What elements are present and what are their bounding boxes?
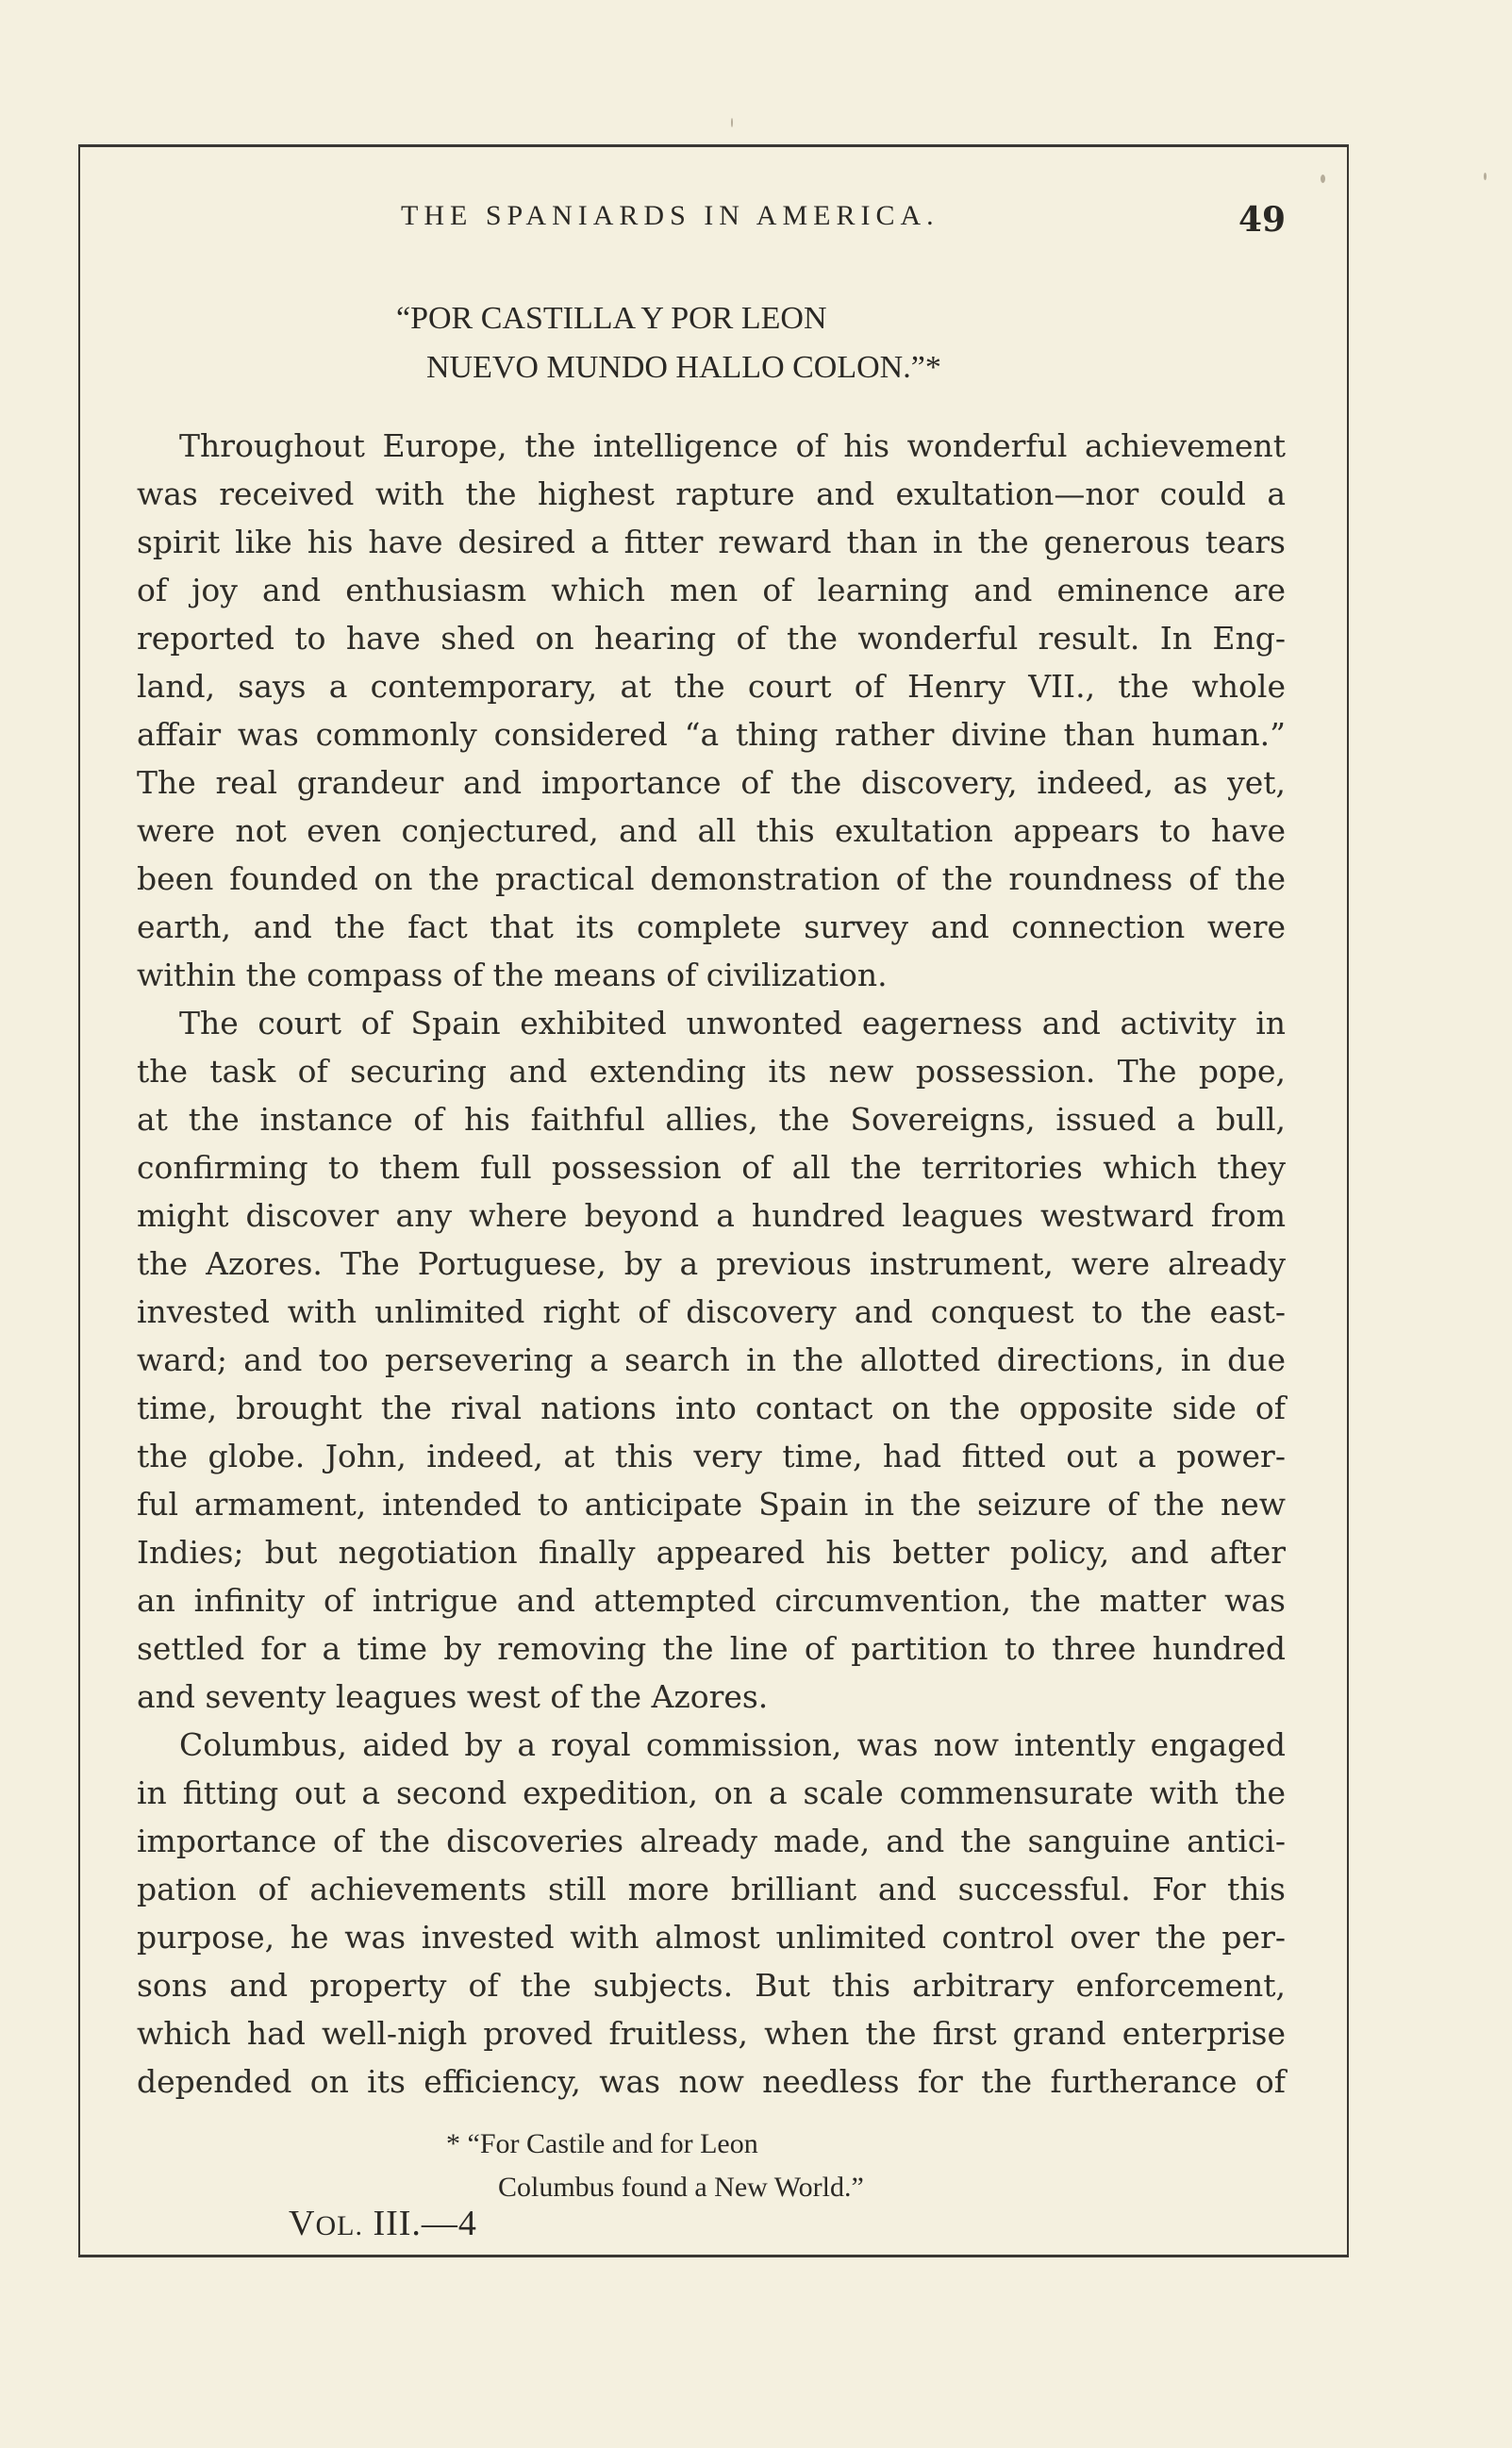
text-line: ward; and too persevering a search in the allotted directions, in due [137, 1341, 1286, 1378]
text-line: Throughout Europe, the intelligence of his wonderful achievement [179, 427, 1286, 464]
text-line: in fitting out a second expedition, on a scale commensurate with the [137, 1774, 1286, 1811]
text-line: land, says a contemporary, at the court of Henry VII., the whole [137, 668, 1286, 705]
signature-mark [289, 2203, 477, 2244]
text-line: The court of Spain exhibited unwonted eagerness and activity in [179, 1005, 1286, 1041]
text-line: were not even conjectured, and all this exultation appears to have [137, 812, 1286, 849]
text-line: spirit like his have desired a fitter reward than in the generous tears [137, 524, 1286, 560]
signature-vol-rest: OL. [315, 2210, 363, 2241]
text-line: purpose, he was invested with almost unlimited control over the per- [137, 1919, 1286, 1956]
paper-speck [1484, 173, 1487, 180]
text-line: and seventy leagues west of the Azores. [137, 1678, 769, 1715]
text-line: the globe. John, indeed, at this very time, had fitted out a power- [137, 1438, 1286, 1474]
text-line: at the instance of his faithful allies, the Sovereigns, issued a bull, [137, 1101, 1286, 1138]
signature-number: III.—4 [362, 2204, 477, 2243]
text-line: Indies; but negotiation finally appeared his better policy, and after [137, 1534, 1286, 1571]
text-line: invested with unlimited right of discovery and conquest to the east- [137, 1293, 1286, 1330]
text-line: was received with the highest rapture and exultation—nor could a [137, 475, 1286, 512]
paper-speck [1321, 175, 1325, 183]
epigraph-line-2: NUEVO MUNDO HALLO COLON.”* [426, 350, 941, 385]
text-line: the task of securing and extending its new possession. The pope, [137, 1053, 1286, 1090]
text-line: depended on its efficiency, was now needless for the furtherance of [137, 2063, 1286, 2100]
text-line: reported to have shed on hearing of the wonderful result. In Eng- [137, 620, 1286, 657]
text-line: within the compass of the means of civilization. [137, 957, 888, 993]
page-number: 49 [1238, 200, 1287, 240]
text-line: which had well-nigh proved fruitless, when the first grand enterprise [137, 2015, 1286, 2052]
paper-speck [731, 118, 733, 127]
running-head-title: THE SPANIARDS IN AMERICA. [401, 200, 939, 231]
text-line: time, brought the rival nations into contact on the opposite side of [137, 1390, 1286, 1426]
text-line: Columbus, aided by a royal commission, was now intently engaged [179, 1726, 1286, 1763]
text-line: been founded on the practical demonstration of the roundness of the [137, 860, 1286, 897]
signature-vol-initial: V [289, 2204, 316, 2243]
text-line: earth, and the fact that its complete survey and connection were [137, 908, 1286, 945]
footnote [446, 2123, 864, 2209]
text-line: ful armament, intended to anticipate Spain in the seizure of the new [137, 1486, 1286, 1523]
text-line: The real grandeur and importance of the discovery, indeed, as yet, [137, 764, 1286, 801]
text-line: importance of the discoveries already made, and the sanguine antici- [137, 1823, 1286, 1859]
footnote-line-1: * “For Castile and for Leon [446, 2128, 758, 2159]
text-line: of joy and enthusiasm which men of learning and eminence are [137, 572, 1286, 608]
text-line: the Azores. The Portuguese, by a previous instrument, were already [137, 1245, 1286, 1282]
text-line: an infinity of intrigue and attempted circumvention, the matter was [137, 1582, 1286, 1619]
footnote-line-2: Columbus found a New World.” [498, 2172, 864, 2203]
text-line: settled for a time by removing the line of partition to three hundred [137, 1630, 1286, 1667]
text-line: confirming to them full possession of all the territories which they [137, 1149, 1286, 1186]
epigraph-line-1: “POR CASTILLA Y POR LEON [396, 301, 827, 336]
body-text [137, 422, 1286, 2106]
text-line: sons and property of the subjects. But this arbitrary enforcement, [137, 1967, 1286, 2004]
text-line: pation of achievements still more brilliant and successful. For this [137, 1871, 1286, 1907]
text-line: affair was commonly considered “a thing rather divine than human.” [137, 716, 1286, 753]
epigraph [396, 294, 941, 392]
text-line: might discover any where beyond a hundred leagues westward from [137, 1197, 1286, 1234]
